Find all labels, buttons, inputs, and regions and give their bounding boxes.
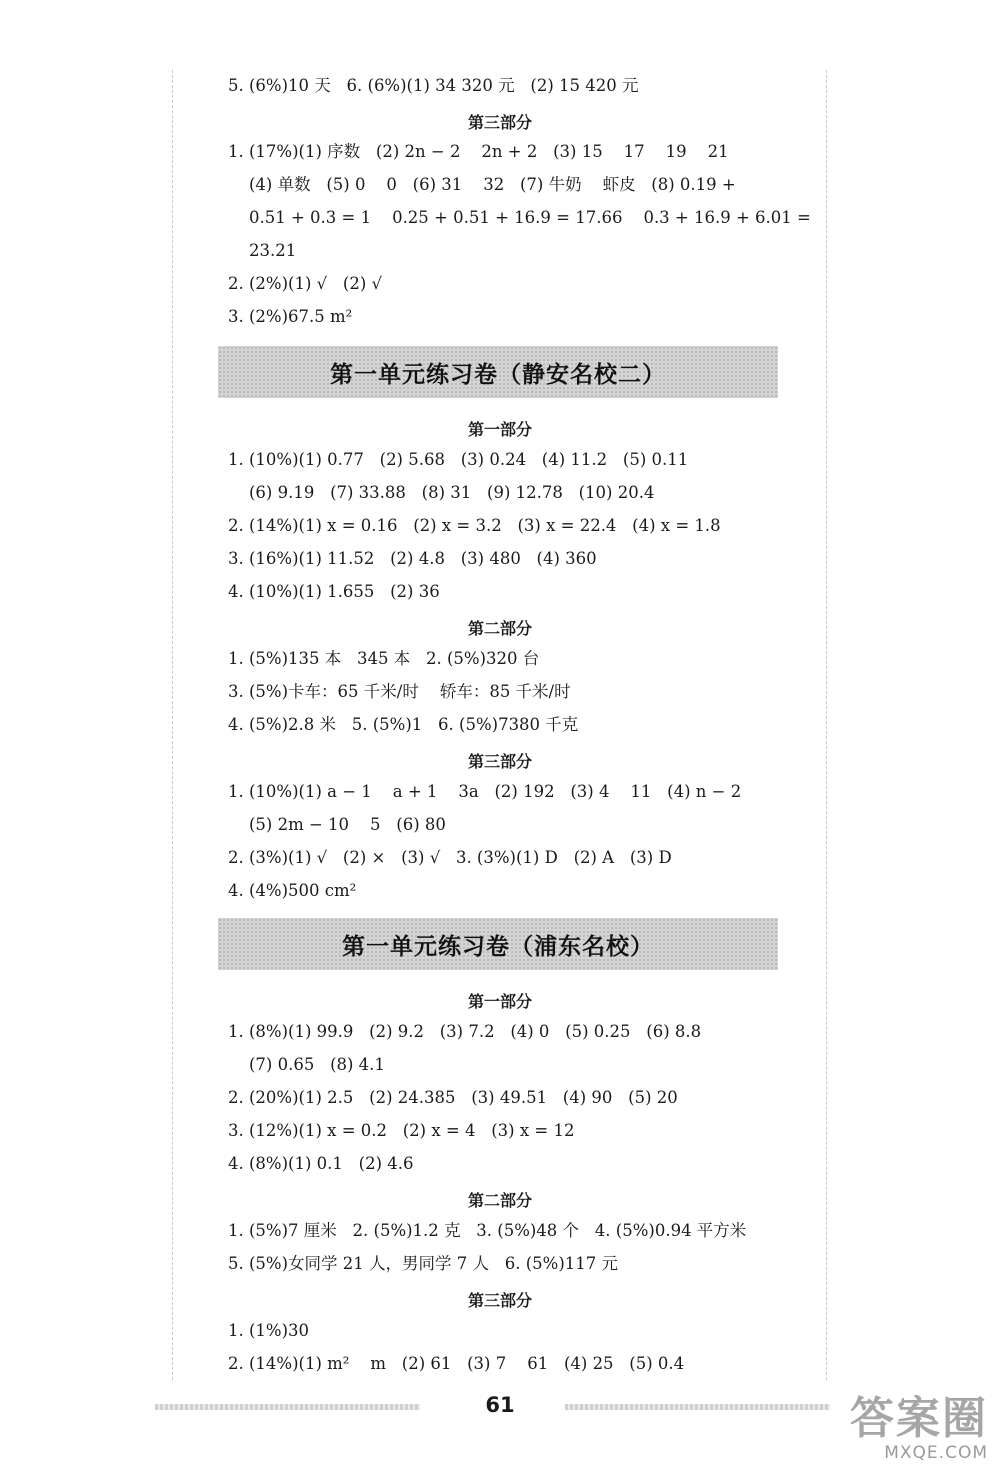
part-title: 第一部分 [467, 420, 532, 439]
answer-line: 3. (2%)67.5 m² [228, 307, 353, 326]
answer-line: 4. (4%)500 cm² [228, 881, 357, 900]
answer-line: 1. (5%)7 厘米 2. (5%)1.2 克 3. (5%)48 个 4. (5%)0.94 平方米 [228, 1221, 747, 1240]
answer-line: 3. (5%)卡车：65 千米/时 轿车：85 千米/时 [228, 682, 571, 701]
page-number: 61 [485, 1393, 515, 1417]
part-title: 第二部分 [467, 1191, 532, 1210]
answer-line: 1. (8%)(1) 99.9 (2) 9.2 (3) 7.2 (4) 0 (5) 0.25 (6) 8.8 [228, 1022, 702, 1041]
part-title: 第一部分 [467, 992, 532, 1011]
section-banner [218, 918, 778, 970]
watermark-logo [850, 1395, 988, 1463]
answer-line: 1. (10%)(1) a − 1 a + 1 3a (2) 192 (3) 4 11 (4) n − 2 [228, 782, 742, 801]
part-title: 第三部分 [467, 752, 532, 771]
part-title: 第三部分 [467, 1291, 532, 1310]
answer-line: (5) 2m − 10 5 (6) 80 [228, 815, 446, 834]
answer-line: 4. (10%)(1) 1.655 (2) 36 [228, 582, 440, 601]
answer-line: 4. (8%)(1) 0.1 (2) 4.6 [228, 1154, 414, 1173]
section-title: 第一单元练习卷（静安名校二） [330, 361, 666, 388]
section-banner [218, 346, 778, 398]
answer-line: 3. (12%)(1) x = 0.2 (2) x = 4 (3) x = 12 [228, 1121, 575, 1140]
answer-line: 5. (6%)10 天 6. (6%)(1) 34 320 元 (2) 15 420 元 [228, 76, 639, 95]
answer-line: 4. (5%)2.8 米 5. (5%)1 6. (5%)7380 千克 [228, 715, 579, 734]
answer-line: 5. (5%)女同学 21 人，男同学 7 人 6. (5%)117 元 [228, 1254, 619, 1273]
answer-line: 2. (14%)(1) m² m (2) 61 (3) 7 61 (4) 25 (5) 0.4 [228, 1354, 685, 1373]
answer-line: 2. (2%)(1) √ (2) √ [228, 274, 383, 293]
answer-line: 2. (3%)(1) √ (2) × (3) √ 3. (3%)(1) D (2) A (3) D [228, 848, 672, 867]
answer-line: (4) 单数 (5) 0 0 (6) 31 32 (7) 牛奶 虾皮 (8) 0.19 + [228, 175, 736, 194]
answer-line: (6) 9.19 (7) 33.88 (8) 31 (9) 12.78 (10) 20.4 [228, 483, 655, 502]
answer-line: 2. (20%)(1) 2.5 (2) 24.385 (3) 49.51 (4) 90 (5) 20 [228, 1088, 678, 1107]
answer-line: 1. (17%)(1) 序数 (2) 2n − 2 2n + 2 (3) 15 17 19 21 [228, 142, 729, 161]
answer-line: 1. (10%)(1) 0.77 (2) 5.68 (3) 0.24 (4) 11.2 (5) 0.11 [228, 450, 689, 469]
left-margin-rule [172, 70, 173, 1380]
part-title: 第三部分 [467, 113, 532, 132]
watermark-text: 答案圈 [850, 1393, 988, 1444]
part-title: 第二部分 [467, 619, 532, 638]
right-margin-rule [826, 70, 827, 1380]
answer-line: 1. (5%)135 本 345 本 2. (5%)320 台 [228, 649, 540, 668]
section-title: 第一单元练习卷（浦东名校） [342, 933, 654, 960]
answer-line: (7) 0.65 (8) 4.1 [228, 1055, 385, 1074]
answer-line: 23.21 [228, 241, 297, 260]
answer-line: 0.51 + 0.3 = 1 0.25 + 0.51 + 16.9 = 17.66 0.3 + 16.9 + 6.01 = [228, 208, 811, 227]
answer-line: 3. (16%)(1) 11.52 (2) 4.8 (3) 480 (4) 360 [228, 549, 597, 568]
watermark-url: MXQE.COM [884, 1443, 988, 1463]
answer-line: 1. (1%)30 [228, 1321, 310, 1340]
answer-line: 2. (14%)(1) x = 0.16 (2) x = 3.2 (3) x = 22.4 (4) x = 1.8 [228, 516, 721, 535]
